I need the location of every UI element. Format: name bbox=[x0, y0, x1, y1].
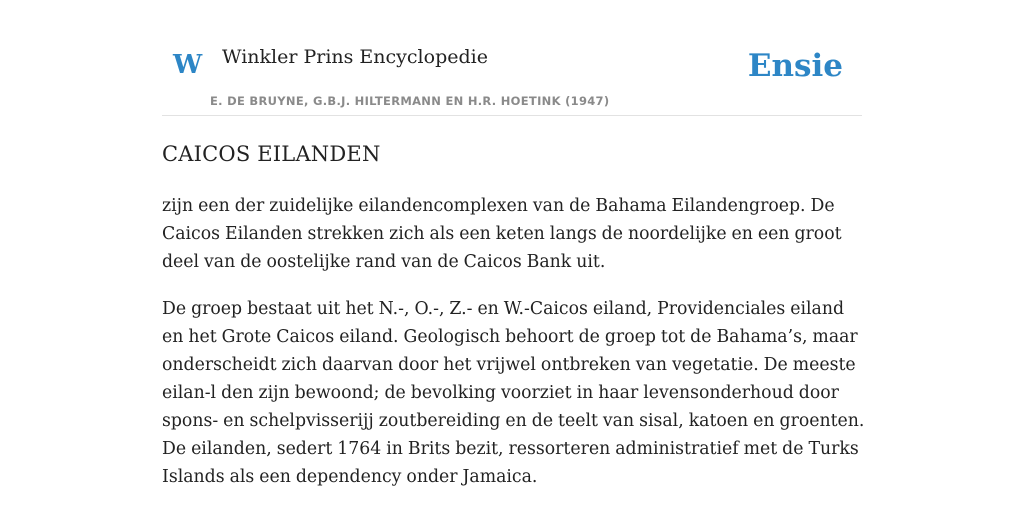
article-body bbox=[162, 192, 867, 510]
ensie-brand-logo[interactable]: Ensie bbox=[747, 48, 843, 84]
article-card bbox=[162, 0, 865, 512]
winkler-prins-logo[interactable]: W bbox=[173, 50, 203, 80]
source-authors: E. DE BRUYNE, G.B.J. HILTERMANN EN H.R. HOETINK (1947) bbox=[210, 94, 610, 108]
header-divider bbox=[162, 115, 862, 116]
source-title[interactable]: Winkler Prins Encyclopedie bbox=[222, 46, 488, 68]
article-paragraph: De groep bestaat uit het N.-, O.-, Z.- en W.-Caicos eiland, Providenciales eiland en het Grote Caicos eiland. Geologisch behoort de groep tot de Bahama’s, maar onderscheidt zich daarvan door het vrijwel ontbreken van vegetatie. De meeste eilan-l den zijn bewoond; de bevolking voorziet in haar levensonderhoud door spons- en schelpvisserijj zoutbereiding en de teelt van sisal, katoen en groenten. De eilanden, sedert 1764 in Brits bezit, ressorteren administratief met de Turks Islands als een dependency onder Jamaica. bbox=[162, 299, 865, 487]
article-headword: CAICOS EILANDEN bbox=[162, 142, 381, 166]
article-paragraph: zijn een der zuidelijke eilandencomplexen van de Bahama Eilandengroep. De Caicos Eilanden strekken zich als een keten langs de noordelijke en een groot deel van de oostelijke rand van de Caicos Bank uit. bbox=[162, 196, 842, 272]
